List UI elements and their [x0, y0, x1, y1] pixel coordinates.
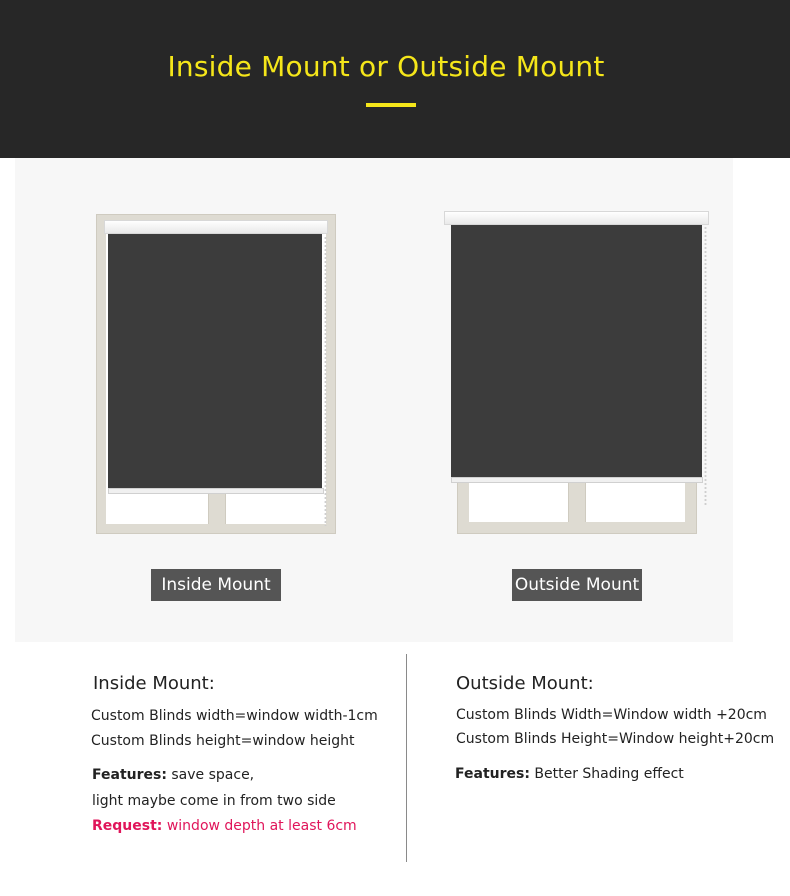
blind-roller: [444, 211, 709, 225]
inside-features-more: light maybe come in from two side: [92, 793, 336, 809]
inside-mount-heading: Inside Mount:: [93, 673, 215, 694]
blind-bottom-bar: [451, 477, 703, 483]
page-title: Inside Mount or Outside Mount: [167, 50, 605, 83]
blind-roller: [104, 220, 328, 234]
blind-chain: [324, 236, 327, 526]
features-label: Features:: [92, 767, 167, 783]
blind-bottom-bar: [108, 488, 324, 494]
outside-mount-label: Outside Mount: [512, 569, 642, 601]
outside-height-formula: Custom Blinds Height=Window height+20cm: [456, 731, 775, 747]
column-divider: [406, 654, 407, 862]
outside-width-formula: Custom Blinds Width=Window width +20cm: [456, 707, 767, 723]
request-label: Request:: [92, 818, 163, 834]
inside-width-formula: Custom Blinds width=window width-1cm: [91, 708, 378, 724]
inside-mount-label: Inside Mount: [151, 569, 281, 601]
inside-request: [92, 818, 357, 834]
title-underline: [366, 103, 416, 107]
outside-features: [455, 766, 684, 782]
inside-features: [92, 767, 254, 783]
inside-height-formula: Custom Blinds height=window height: [91, 733, 355, 749]
header-banner: [0, 0, 790, 158]
features-label: Features:: [455, 766, 530, 782]
blind-fabric: [451, 225, 702, 478]
outside-mount-heading: Outside Mount:: [456, 673, 594, 694]
illustration-edge: [733, 193, 790, 642]
request-value: window depth at least 6cm: [162, 818, 357, 834]
blind-chain: [704, 226, 707, 506]
features-value: save space,: [166, 767, 255, 783]
blind-fabric: [108, 234, 322, 488]
features-value: Better Shading effect: [529, 766, 684, 782]
